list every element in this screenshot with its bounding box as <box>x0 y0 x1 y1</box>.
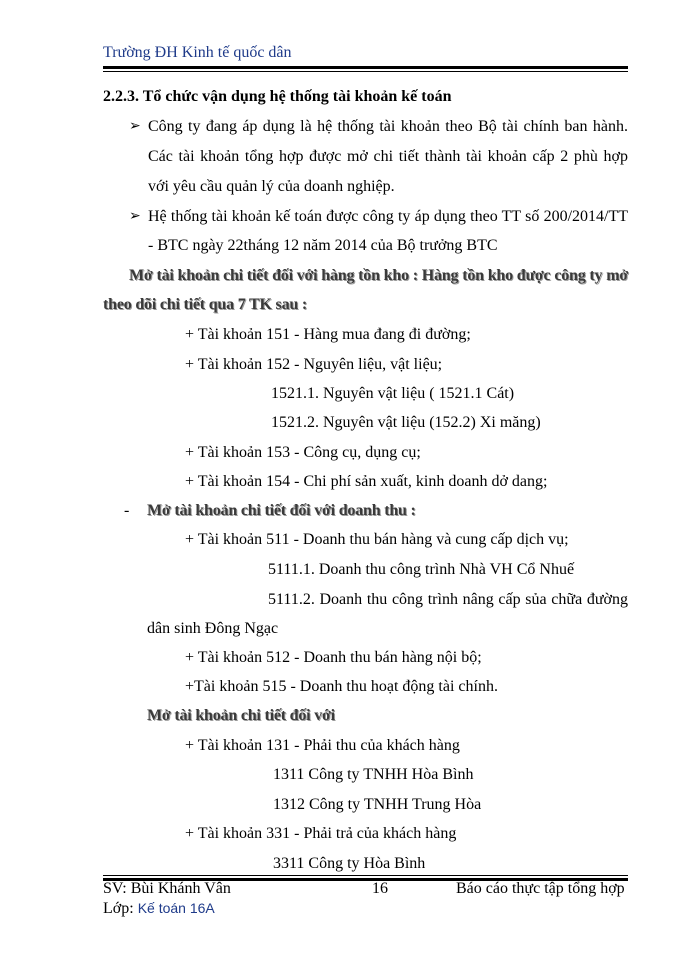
list-item: 1311 Công ty TNHH Hòa Bình <box>273 766 474 783</box>
list-item: 1521.1. Nguyên vật liệu ( 1521.1 Cát) <box>271 385 515 402</box>
footer-rule-thin <box>103 875 628 876</box>
revenue-title: Mở tài khoản chi tiết đối với doanh thu : <box>147 502 416 519</box>
bullet-2-line-2: - BTC ngày 22tháng 12 năm 2014 của Bộ trưởng BTC <box>148 237 498 254</box>
list-item: 5111.2. Doanh thu công trình nâng cấp sủa chữa đường <box>268 591 628 608</box>
inventory-line-2: theo dõi chi tiết qua 7 TK sau : <box>103 296 307 313</box>
list-item: + Tài khoản 152 - Nguyên liệu, vật liệu; <box>185 356 443 373</box>
list-item: 1521.2. Nguyên vật liệu (152.2) Xi măng) <box>271 414 541 431</box>
bullet-1-line-1: Công ty đang áp dụng là hệ thống tài khoản theo Bộ tài chính ban hành. <box>148 118 628 135</box>
bullet-1-line-2: Các tài khoản tổng hợp được mở chi tiết thành tài khoản cấp 2 phù hợp <box>148 148 628 165</box>
other-title: Mở tài khoản chi tiết đối với <box>147 707 335 724</box>
footer-class-label: Lớp: <box>103 900 134 917</box>
footer-page-number: 16 <box>372 880 388 897</box>
list-item: + Tài khoản 153 - Công cụ, dụng cụ; <box>185 444 421 461</box>
list-item: + Tài khoản 151 - Hàng mua đang đi đường; <box>185 326 471 343</box>
footer-class-value: Kế toán 16A <box>137 900 215 916</box>
header-rule-thin <box>103 71 628 72</box>
inventory-line-1: Mở tài khoản chi tiết đối với hàng tồn kho : Hàng tồn kho được công ty mở <box>129 267 628 284</box>
footer-report-title: Báo cáo thực tập tổng hợp <box>456 880 625 897</box>
revenue-dash: - <box>124 502 130 519</box>
list-item: 3311 Công ty Hòa Bình <box>273 855 426 872</box>
footer-class <box>103 900 215 918</box>
list-item: + Tài khoản 131 - Phải thu của khách hàng <box>185 737 460 754</box>
header-rule <box>103 66 628 69</box>
page-header-title: Trường ĐH Kinh tế quốc dân <box>103 44 292 61</box>
list-item: dân sinh Đông Ngạc <box>147 620 279 637</box>
list-item: +Tài khoản 515 - Doanh thu hoạt động tài chính. <box>185 678 498 695</box>
list-item: 1312 Công ty TNHH Trung Hòa <box>273 796 482 813</box>
bullet-1-line-3: với yêu cầu quản lý của doanh nghiệp. <box>148 178 395 195</box>
list-item: + Tài khoản 511 - Doanh thu bán hàng và cung cấp dịch vụ; <box>185 531 569 548</box>
list-item: + Tài khoản 331 - Phải trả của khách hàng <box>185 825 457 842</box>
section-heading: 2.2.3. Tổ chức vận dụng hệ thống tài khoản kế toán <box>103 88 452 105</box>
list-item: 5111.1. Doanh thu công trình Nhà VH Cổ Nhuế <box>268 561 575 578</box>
bullet-arrow-icon: ➢ <box>129 209 141 224</box>
bullet-arrow-icon: ➢ <box>129 119 141 134</box>
footer-student: SV: Bùi Khánh Vân <box>103 880 231 897</box>
list-item: + Tài khoản 154 - Chi phí sản xuất, kinh doanh dở dang; <box>185 473 548 490</box>
bullet-2-line-1: Hệ thống tài khoản kế toán được công ty áp dụng theo TT số 200/2014/TT <box>148 208 628 225</box>
list-item: + Tài khoản 512 - Doanh thu bán hàng nội bộ; <box>185 649 482 666</box>
